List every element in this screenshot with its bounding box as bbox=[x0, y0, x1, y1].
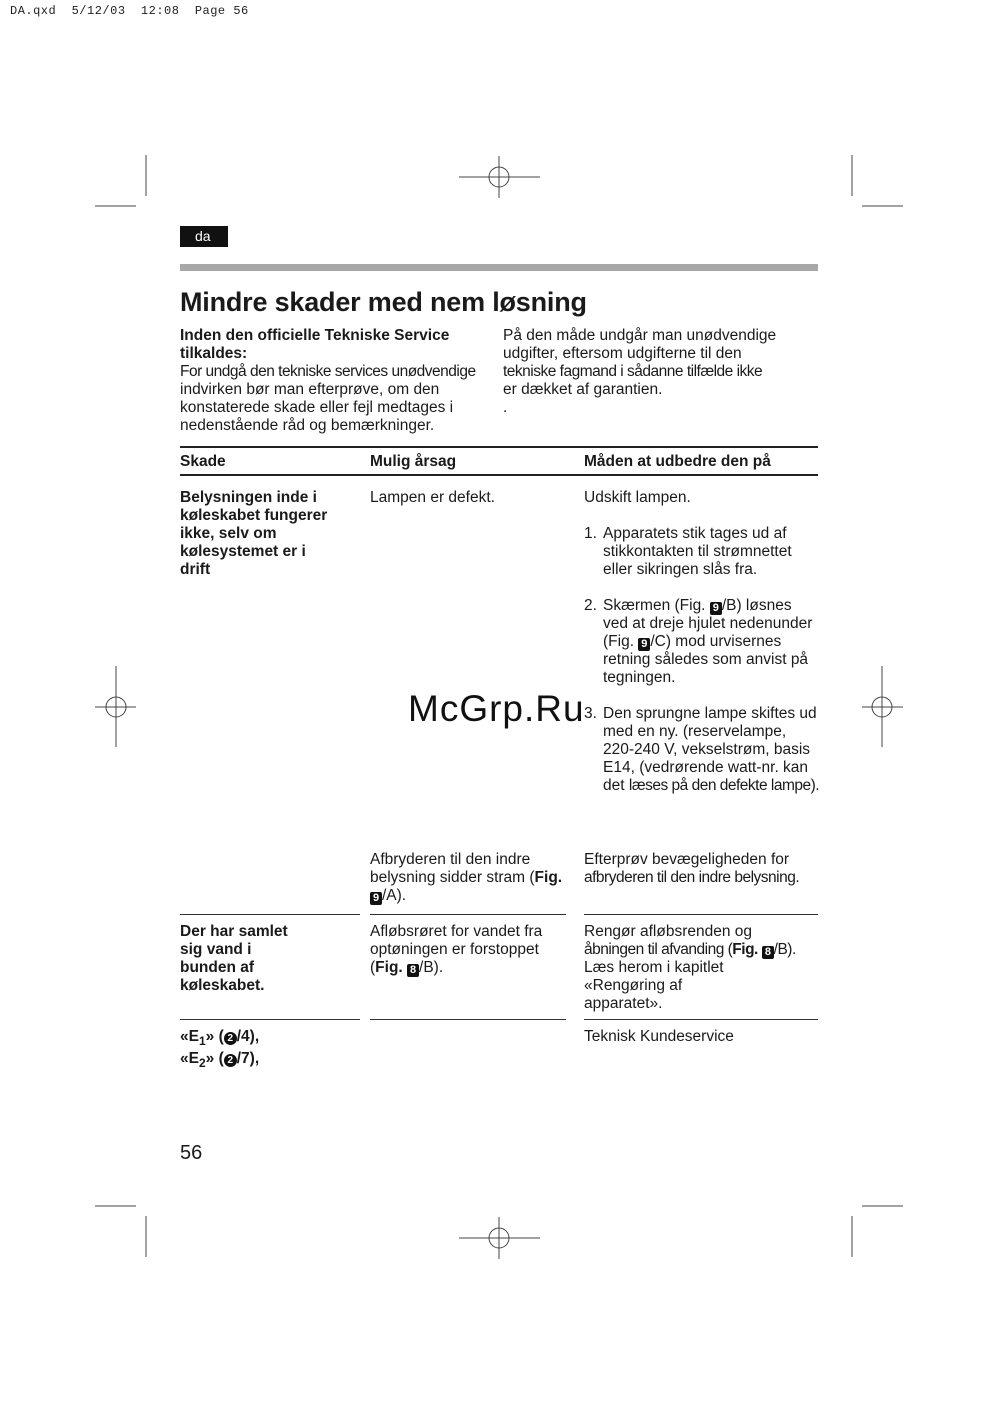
table-top-rule bbox=[180, 446, 818, 448]
row-divider bbox=[370, 1019, 566, 1020]
cause-text: Afløbsrøret for vandet fra optøningen er forstoppet ( bbox=[370, 923, 543, 976]
intro-heading: Inden den officielle Tekniske Service tilkaldes: bbox=[180, 327, 450, 362]
remedy-line bbox=[584, 941, 824, 959]
circle-2-icon: 2 bbox=[224, 1032, 237, 1045]
row-divider bbox=[584, 1019, 818, 1020]
row2-remedy bbox=[584, 923, 824, 1013]
error-code-e1 bbox=[180, 1028, 365, 1050]
fig-label: Fig. bbox=[375, 959, 408, 976]
code-text: » ( bbox=[205, 1028, 224, 1045]
language-tab: da bbox=[180, 226, 228, 247]
print-slug: DA.qxd 5/12/03 12:08 Page 56 bbox=[10, 4, 249, 18]
remedy-text: Efterprøv bevægeligheden for bbox=[584, 851, 790, 868]
row-divider bbox=[180, 914, 360, 915]
intro-line: konstaterede skade eller fejl medtages i bbox=[180, 399, 454, 416]
row2-skade: Der har samlet sig vand i bunden af køleskabet. bbox=[180, 923, 288, 994]
step-text: læses på den defekte lampe). bbox=[628, 777, 820, 794]
row1-cause1: Lampen er defekt. bbox=[370, 489, 495, 506]
page-number: 56 bbox=[180, 1142, 203, 1164]
header-skade: Skade bbox=[180, 453, 226, 470]
intro-line: er dækket af garantien. bbox=[503, 381, 663, 398]
intro-line: udgifter, eftersom udgifterne til den bbox=[503, 345, 742, 362]
cause-text: /A). bbox=[382, 887, 407, 904]
figure-9-icon: 9 bbox=[710, 602, 722, 615]
row1-skade: Belysningen inde i køleskabet fungerer ikke, selv om kølesystemet er i drift bbox=[180, 489, 328, 578]
code-text: /7), bbox=[236, 1050, 260, 1067]
remedy-text: /B). bbox=[773, 941, 796, 958]
row-divider bbox=[370, 914, 566, 915]
row-divider bbox=[584, 914, 818, 915]
remedy-intro: Udskift lampen. bbox=[584, 489, 691, 506]
remedy-step-1 bbox=[584, 525, 820, 579]
intro-line: nedenstående råd og bemærkninger. bbox=[180, 417, 435, 434]
cause-text: Afbryderen til den indre belysning sidder stram ( bbox=[370, 851, 535, 886]
step-number: 1. bbox=[584, 525, 597, 542]
error-code-e2 bbox=[180, 1050, 365, 1072]
header-udbedring: Måden at udbedre den på bbox=[584, 453, 771, 470]
row1-cause2 bbox=[370, 851, 565, 905]
row3-remedy: Teknisk Kundeservice bbox=[584, 1028, 734, 1045]
row1-remedy2 bbox=[584, 851, 824, 887]
figure-8-icon: 8 bbox=[762, 946, 774, 959]
remedy-step-2 bbox=[584, 597, 820, 687]
code-text: » ( bbox=[205, 1050, 224, 1067]
intro-line: På den måde undgår man unødvendige bbox=[503, 327, 777, 344]
code-text: «E bbox=[180, 1050, 199, 1067]
step-text: Den sprungne lampe skiftes ud med en ny. (reservelampe, 220-240 V, vekselstrøm, basis E14, (vedrørende watt-nr. kan det bbox=[603, 705, 817, 794]
code-subscript: 2 bbox=[198, 1056, 206, 1070]
row1-remedy1 bbox=[584, 489, 820, 795]
table-header-rule bbox=[180, 474, 818, 476]
remedy-step-3 bbox=[584, 705, 820, 795]
header-bar bbox=[180, 264, 818, 271]
page-title: Mindre skader med nem løsning bbox=[180, 287, 587, 317]
row3-error-codes bbox=[180, 1028, 365, 1072]
cause-text: /B). bbox=[419, 959, 444, 976]
step-text: /B) løsnes ved at dreje hjulet nedenunder (Fig. bbox=[603, 597, 813, 650]
intro-left bbox=[180, 327, 500, 435]
intro-line: For undgå den tekniske services unødvendige bbox=[180, 363, 476, 380]
remedy-text: Rengør afløbsrenden og bbox=[584, 923, 753, 940]
step-text: Skærmen (Fig. bbox=[603, 597, 710, 614]
code-subscript: 1 bbox=[198, 1034, 206, 1048]
fig-label: Fig. bbox=[732, 941, 762, 958]
step-text: Apparatets stik tages ud af stikkontakten til strømnettet eller sikringen slås fra. bbox=[603, 525, 792, 578]
row2-cause bbox=[370, 923, 565, 977]
figure-8-icon: 8 bbox=[407, 964, 419, 977]
intro-right bbox=[503, 327, 823, 417]
remedy-text: åbningen til afvanding ( bbox=[584, 941, 733, 958]
code-text: «E bbox=[180, 1028, 199, 1045]
step-number: 2. bbox=[584, 597, 597, 614]
intro-line: tekniske fagmand i sådanne tilfælde ikke bbox=[503, 363, 763, 380]
header-mulig-aarsag: Mulig årsag bbox=[370, 453, 457, 470]
intro-line: . bbox=[503, 399, 508, 416]
fig-label: Fig. bbox=[534, 869, 563, 886]
intro-line: indvirken bør man efterprøve, om den bbox=[180, 381, 440, 398]
circle-2-icon: 2 bbox=[224, 1054, 237, 1067]
step-number: 3. bbox=[584, 705, 597, 722]
figure-9-icon: 9 bbox=[370, 892, 382, 905]
step-text: /C) mod urvisernes retning således som anvist på tegningen. bbox=[603, 633, 809, 686]
figure-9-icon: 9 bbox=[638, 638, 650, 651]
remedy-text: afbryderen til den indre belysning. bbox=[584, 869, 800, 886]
code-text: /4), bbox=[236, 1028, 260, 1045]
remedy-text: Læs herom i kapitlet «Rengøring af apparatet». bbox=[584, 959, 724, 1012]
row-divider bbox=[180, 1019, 360, 1020]
watermark-text: McGrp.Ru bbox=[408, 688, 585, 729]
